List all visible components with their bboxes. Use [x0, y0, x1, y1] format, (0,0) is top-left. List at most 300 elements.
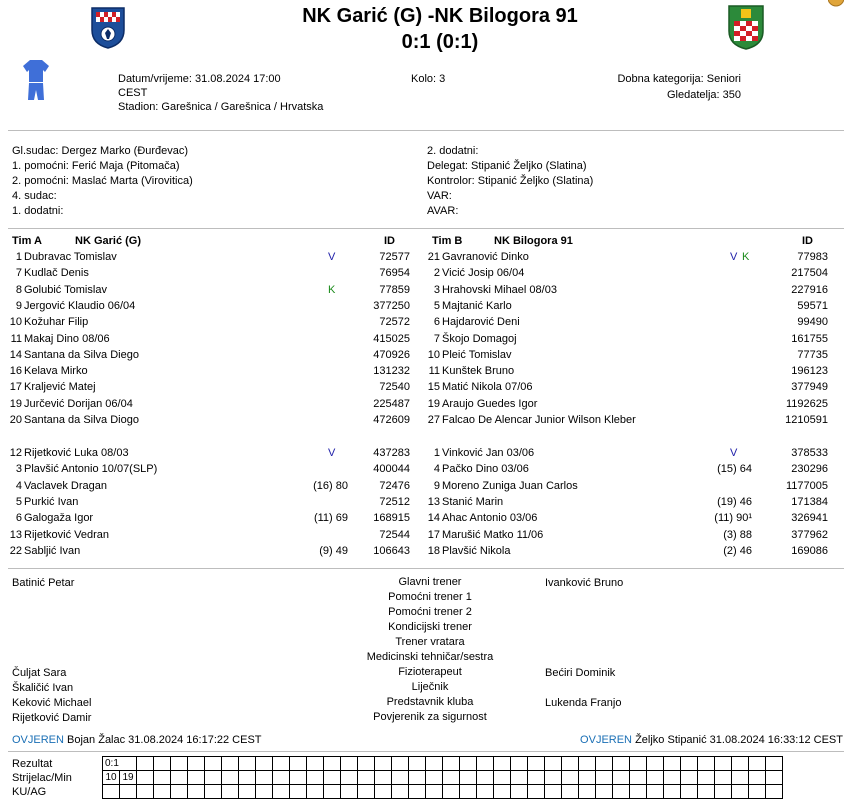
result-cell: [358, 771, 375, 785]
result-cell: [239, 785, 256, 799]
official-left: 1. pomoćni: Ferić Maja (Pitomača): [12, 160, 180, 172]
player-substitution: (15) 64: [717, 463, 752, 476]
player-row: [418, 314, 828, 330]
official-left: 4. sudac:: [12, 190, 57, 202]
staff-a-person: Čuljat Sara: [12, 667, 67, 679]
result-cell: [698, 785, 715, 799]
player-name: Araujo Guedes Igor: [442, 397, 538, 410]
player-number: 18: [427, 544, 440, 557]
result-cell: [409, 757, 426, 771]
player-row: [418, 379, 828, 395]
player-id: 415025: [373, 332, 410, 345]
result-cell: [528, 771, 545, 785]
staff-a-person: Škaličić Ivan: [12, 682, 74, 694]
result-cell: [256, 785, 273, 799]
player-name: Kraljević Matej: [24, 381, 96, 394]
player-mark: K: [328, 283, 336, 296]
result-cell: 10: [103, 771, 120, 785]
player-number: 1: [15, 251, 22, 263]
verified-right-text: Željko Stipanić 31.08.2024 16:33:12 CEST: [635, 734, 843, 746]
player-name: Kunštek Bruno: [442, 365, 515, 378]
result-cell: [307, 785, 324, 799]
result-cell: [222, 785, 239, 799]
player-id: 106643: [373, 544, 410, 557]
player-name: Pačko Dino 03/06: [442, 463, 529, 476]
player-substitution: (3) 88: [723, 528, 752, 541]
player-row: [418, 478, 828, 494]
player-number: 4: [15, 479, 22, 492]
result-cell: [596, 785, 613, 799]
player-row: [418, 412, 828, 428]
player-name: Rijetković Vedran: [24, 528, 109, 541]
player-id: 227916: [791, 283, 828, 296]
player-row: [0, 379, 410, 395]
result-cell: [341, 757, 358, 771]
official-right: Delegat: Stipanić Željko (Slatina): [427, 160, 587, 172]
player-row: [0, 461, 410, 477]
staff-role: Kondicijski trener: [388, 621, 472, 633]
result-cell: [647, 771, 664, 785]
match-datetime: Datum/vrijeme: 31.08.2024 17:00: [118, 73, 281, 85]
staff-role: Glavni trener: [398, 576, 462, 588]
result-cell: [545, 771, 562, 785]
result-cell: [715, 771, 732, 785]
result-cell: [290, 785, 307, 799]
divider: [8, 751, 844, 752]
player-row: [418, 510, 828, 526]
result-cell: [562, 771, 579, 785]
player-number: 12: [9, 447, 22, 459]
player-name: Falcao De Alencar Junior Wilson Kleber: [442, 414, 636, 426]
player-name: Hrahovski Mihael 08/03: [442, 283, 557, 296]
result-cell: [375, 771, 392, 785]
player-number: 1: [433, 447, 440, 459]
player-row: [418, 282, 828, 298]
player-name: Santana da Silva Diego: [24, 348, 139, 361]
player-row: [418, 461, 828, 477]
result-cell: [664, 785, 681, 799]
result-cell: [103, 785, 120, 799]
player-id: 72540: [379, 381, 410, 394]
player-name: Kožuhar Filip: [24, 316, 89, 329]
player-row: [0, 445, 410, 461]
player-number: 2: [433, 267, 440, 280]
result-cell: [426, 771, 443, 785]
staff-role: Liječnik: [411, 681, 449, 693]
team-a-label: Tim A: [12, 235, 42, 247]
result-cell: [647, 785, 664, 799]
player-number: 14: [9, 348, 22, 361]
result-cell: [664, 771, 681, 785]
result-cell: [664, 757, 681, 771]
player-name: Golubić Tomislav: [24, 283, 107, 296]
result-cell: [681, 785, 698, 799]
result-cell: [290, 771, 307, 785]
result-cell: [256, 757, 273, 771]
player-id: 470926: [373, 348, 410, 361]
player-id: 196123: [791, 365, 828, 378]
result-cell: [766, 785, 783, 799]
result-cell: [154, 785, 171, 799]
player-number: 15: [427, 381, 440, 394]
player-row: [0, 494, 410, 510]
player-id: 1210591: [785, 414, 828, 426]
player-row: [0, 298, 410, 314]
player-id: 72577: [379, 251, 410, 263]
player-name: Galogaža Igor: [24, 512, 94, 525]
player-name: Purkić Ivan: [24, 495, 79, 508]
result-cell: [477, 771, 494, 785]
player-id: 72544: [379, 528, 410, 541]
result-cell: [630, 757, 647, 771]
result-cell: [273, 785, 290, 799]
result-cell: [443, 771, 460, 785]
player-name: Hajdarović Deni: [442, 316, 520, 329]
result-cell: [273, 771, 290, 785]
result-cell: [154, 757, 171, 771]
player-id: 400044: [373, 463, 410, 476]
player-name: Santana da Silva Diogo: [24, 414, 139, 426]
player-row: [0, 543, 410, 559]
player-number: 6: [15, 512, 22, 525]
player-name: Sabljić Ivan: [24, 544, 81, 557]
player-name: Vicić Josip 06/04: [442, 267, 525, 280]
player-name: Vinković Jan 03/06: [442, 447, 535, 459]
staff-b-person: Lukenda Franjo: [545, 697, 622, 709]
result-cell: [409, 771, 426, 785]
staff-role: Povjerenik za sigurnost: [373, 711, 487, 723]
player-mark: V: [730, 251, 738, 263]
result-cell: [749, 785, 766, 799]
player-id: 437283: [373, 447, 410, 459]
staff-role: Predstavnik kluba: [386, 696, 474, 708]
divider: [8, 228, 844, 229]
player-id: 131232: [373, 365, 410, 378]
result-cell: [392, 785, 409, 799]
player-number: 7: [433, 332, 440, 345]
result-cell: [188, 757, 205, 771]
match-timezone: CEST: [118, 87, 148, 99]
result-cell: [392, 771, 409, 785]
result-cell: [409, 785, 426, 799]
player-row: [418, 331, 828, 347]
cards-label: KU/AG: [12, 786, 47, 798]
player-mark: V: [328, 447, 336, 459]
result-cell: [324, 771, 341, 785]
player-id: 1192625: [785, 397, 828, 410]
result-cell: [460, 785, 477, 799]
result-cell: [137, 785, 154, 799]
player-number: 7: [15, 267, 22, 280]
result-cell: [307, 757, 324, 771]
player-number: 14: [427, 512, 440, 525]
player-name: Majtanić Karlo: [442, 299, 512, 312]
team-b-id-header: ID: [802, 235, 813, 247]
result-cell: [511, 757, 528, 771]
player-row: [0, 412, 410, 428]
player-id: 171384: [791, 495, 828, 508]
player-number: 20: [9, 414, 22, 426]
result-cell: [528, 785, 545, 799]
divider: [8, 568, 844, 569]
player-number: 13: [9, 528, 22, 541]
result-cell: [341, 785, 358, 799]
player-row: [418, 298, 828, 314]
staff-role: Fizioterapeut: [398, 666, 462, 678]
match-title: [0, 3, 847, 55]
player-id: 99490: [797, 316, 828, 329]
team-b-name: NK Bilogora 91: [494, 235, 573, 247]
result-cell: [154, 771, 171, 785]
player-number: 6: [433, 316, 440, 329]
player-row: [0, 314, 410, 330]
result-cell: [596, 757, 613, 771]
verified-right: [580, 733, 843, 747]
divider: [8, 130, 844, 131]
player-id: 76954: [379, 267, 410, 280]
result-cell: [698, 771, 715, 785]
result-cell: [477, 757, 494, 771]
result-cell: [358, 785, 375, 799]
result-cell: [647, 757, 664, 771]
result-cell: [545, 785, 562, 799]
result-cell: [511, 785, 528, 799]
result-cell: [239, 757, 256, 771]
result-cell: [511, 771, 528, 785]
result-cell: [579, 757, 596, 771]
result-cell: [562, 757, 579, 771]
player-name: Ahac Antonio 03/06: [442, 512, 538, 525]
result-cell: [545, 757, 562, 771]
player-number: 19: [427, 397, 440, 410]
player-row: [418, 494, 828, 510]
team-a-id-header: ID: [384, 235, 395, 247]
result-cell: [460, 757, 477, 771]
player-substitution: (16) 80: [313, 479, 348, 492]
player-id: 377962: [791, 528, 828, 541]
staff-role: Pomoćni trener 2: [388, 606, 472, 618]
player-name: Plavšić Antonio 10/07(SLP): [24, 463, 158, 476]
player-id: 378533: [791, 447, 828, 459]
result-cell: [562, 785, 579, 799]
player-id: 472609: [373, 414, 410, 426]
player-name: Vaclavek Dragan: [24, 479, 107, 492]
official-left: 2. pomoćni: Maslać Marta (Virovitica): [12, 175, 193, 187]
result-cell: [630, 785, 647, 799]
staff-a-person: Batinić Petar: [12, 577, 75, 589]
staff-a-person: Keković Michael: [12, 697, 92, 709]
staff-role: Trener vratara: [395, 636, 465, 648]
result-cell: [613, 771, 630, 785]
result-cell: [239, 771, 256, 785]
result-cell: [749, 771, 766, 785]
player-substitution: (11) 90¹: [714, 512, 752, 525]
result-cell: [188, 785, 205, 799]
player-number: 10: [427, 348, 440, 361]
player-row: [418, 363, 828, 379]
result-cell: [188, 771, 205, 785]
result-cell: [596, 771, 613, 785]
match-score: 0:1 (0:1): [401, 31, 479, 53]
player-number: 3: [15, 463, 22, 476]
result-cell: [494, 771, 511, 785]
player-id: 72476: [379, 479, 410, 492]
result-cell: [698, 757, 715, 771]
player-number: 16: [9, 365, 22, 378]
player-number: 21: [427, 251, 440, 263]
player-row: [418, 527, 828, 543]
result-cell: [375, 757, 392, 771]
result-cell: [715, 757, 732, 771]
result-cell: [766, 771, 783, 785]
player-row: [418, 396, 828, 412]
player-name: Kudlač Denis: [24, 267, 89, 280]
result-cell: [460, 771, 477, 785]
result-cell: [205, 771, 222, 785]
player-number: 5: [15, 495, 22, 508]
result-cell: 19: [120, 771, 137, 785]
player-substitution: (11) 69: [313, 512, 348, 525]
player-name: Marušić Matko 11/06: [442, 528, 544, 541]
player-id: 326941: [791, 512, 828, 525]
official-left: Gl.sudac: Dergez Marko (Đurđevac): [12, 145, 189, 157]
player-row: [418, 265, 828, 281]
result-cell: [749, 757, 766, 771]
player-number: 9: [433, 479, 440, 492]
result-cell: [613, 785, 630, 799]
staff-role: Medicinski tehničar/sestra: [366, 651, 494, 663]
staff-a-person: Rijetković Damir: [12, 712, 92, 724]
result-cell: [732, 785, 749, 799]
result-cell: [715, 785, 732, 799]
result-cell: [579, 771, 596, 785]
result-cell: [392, 757, 409, 771]
result-cell: [494, 757, 511, 771]
result-cell: [426, 785, 443, 799]
official-right: AVAR:: [427, 205, 459, 217]
result-cell: [579, 785, 596, 799]
player-number: 5: [433, 299, 440, 312]
result-cell: [528, 757, 545, 771]
player-number: 9: [15, 299, 22, 312]
result-cell: [494, 785, 511, 799]
player-substitution: (9) 49: [319, 544, 348, 557]
player-mark: V: [730, 447, 738, 459]
player-id: 377250: [373, 299, 410, 312]
result-cell: [171, 771, 188, 785]
player-id: 77859: [379, 283, 410, 296]
result-cell: [120, 785, 137, 799]
player-substitution: (19) 46: [717, 495, 752, 508]
player-row: [418, 445, 828, 461]
player-row: [0, 363, 410, 379]
team-a-name: NK Garić (G): [75, 235, 142, 247]
player-row: [0, 249, 410, 265]
player-id: 230296: [791, 463, 828, 476]
match-round: Kolo: 3: [411, 73, 446, 85]
result-cell: [324, 757, 341, 771]
player-row: [0, 331, 410, 347]
result-cell: [375, 785, 392, 799]
player-id: 168915: [373, 512, 410, 525]
result-cell: [732, 771, 749, 785]
result-cell: [222, 757, 239, 771]
jersey-icon: [22, 58, 50, 102]
result-cell: [137, 771, 154, 785]
match-stadium: Stadion: Garešnica / Garešnica / Hrvatska: [118, 101, 324, 113]
player-number: 8: [15, 283, 22, 296]
player-name: Gavranović Dinko: [442, 251, 529, 263]
result-cell: [681, 771, 698, 785]
verified-left: [12, 733, 262, 747]
player-substitution: (2) 46: [723, 544, 752, 557]
result-cell: [477, 785, 494, 799]
player-name: Matić Nikola 07/06: [442, 381, 533, 394]
result-row: [103, 785, 783, 799]
result-cell: 0:1: [103, 757, 137, 771]
player-row: [0, 510, 410, 526]
result-cell: [205, 757, 222, 771]
player-id: 225487: [373, 397, 410, 410]
player-name: Kelava Mirko: [24, 365, 88, 378]
result-cell: [205, 785, 222, 799]
player-id: 161755: [791, 332, 828, 345]
player-mark: V: [328, 251, 336, 263]
player-number: 17: [427, 528, 440, 541]
verified-left-text: Bojan Žalac 31.08.2024 16:17:22 CEST: [67, 734, 262, 746]
player-name: Stanić Marin: [442, 495, 504, 508]
player-name: Dubravac Tomislav: [24, 251, 117, 263]
result-cell: [273, 757, 290, 771]
result-cell: [324, 785, 341, 799]
player-number: 11: [10, 332, 22, 345]
player-name: Jurčević Dorijan 06/04: [24, 397, 133, 410]
player-name: Škojo Domagoj: [442, 332, 517, 345]
verified-left-word: OVJEREN: [12, 734, 64, 746]
result-table: [102, 756, 783, 799]
player-number: 17: [9, 381, 22, 394]
result-cell: [358, 757, 375, 771]
result-row: [103, 771, 783, 785]
player-row: [0, 478, 410, 494]
player-number: 13: [427, 495, 440, 508]
player-row: [0, 396, 410, 412]
result-cell: [171, 785, 188, 799]
result-cell: [613, 757, 630, 771]
scorer-label: Strijelac/Min: [12, 772, 72, 784]
result-cell: [766, 757, 783, 771]
official-right: VAR:: [427, 190, 452, 202]
player-id: 217504: [791, 267, 828, 280]
age-category: Dobna kategorija: Seniori: [617, 73, 741, 85]
match-teams: NK Garić (G) -NK Bilogora 91: [302, 5, 578, 27]
result-cell: [222, 771, 239, 785]
staff-role: Pomoćni trener 1: [388, 591, 472, 603]
player-id: 77983: [797, 251, 828, 263]
result-cell: [443, 785, 460, 799]
player-row: [418, 249, 828, 265]
player-name: Plavšić Nikola: [442, 544, 511, 557]
player-name: Makaj Dino 08/06: [24, 332, 110, 345]
result-cell: [426, 757, 443, 771]
staff-b-person: Bećiri Dominik: [545, 667, 616, 679]
player-number: 4: [433, 463, 440, 476]
result-cell: [307, 771, 324, 785]
player-number: 11: [428, 365, 440, 378]
official-left: 1. dodatni:: [12, 205, 64, 217]
player-name: Rijetković Luka 08/03: [24, 447, 129, 459]
player-id: 72572: [379, 316, 410, 329]
